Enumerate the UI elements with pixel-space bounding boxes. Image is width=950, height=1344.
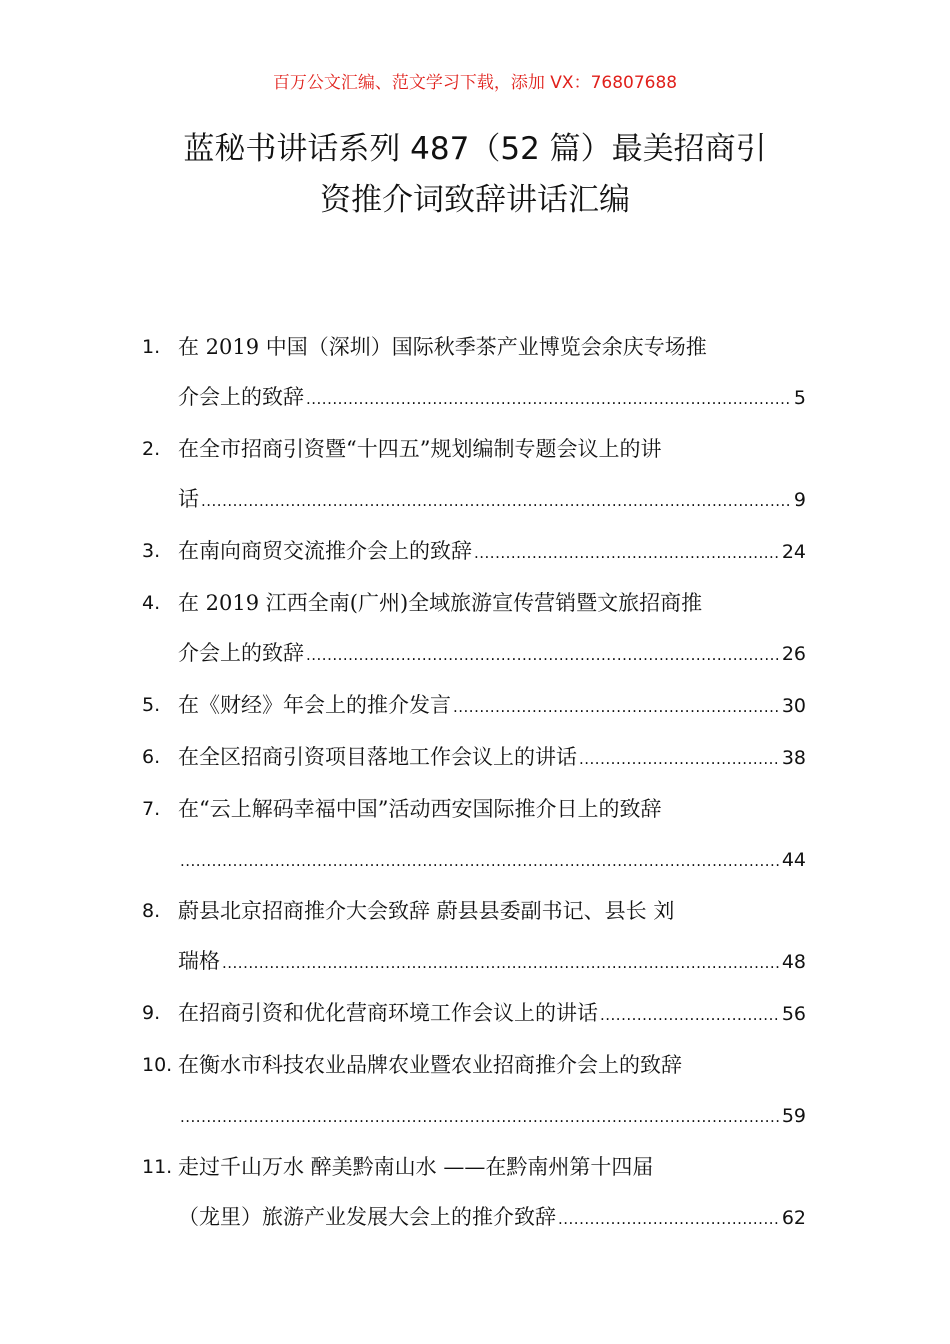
toc-entry-2[interactable] xyxy=(142,424,806,526)
toc-page-number: 62 xyxy=(781,1207,806,1229)
toc-number: 10. xyxy=(142,1054,173,1076)
document-title xyxy=(120,124,830,226)
toc-number: 6. xyxy=(142,746,161,768)
toc-entry-5[interactable] xyxy=(142,680,806,732)
toc-number: 9. xyxy=(142,1002,161,1024)
toc-number: 1. xyxy=(142,336,161,358)
toc-page-number: 9 xyxy=(793,489,806,511)
toc-text: 在 2019 中国（深圳）国际秋季茶产业博览会余庆专场推 xyxy=(178,335,707,359)
toc-page-number: 26 xyxy=(781,643,806,665)
toc-entry-10[interactable] xyxy=(142,1040,806,1142)
toc-page-number: 56 xyxy=(781,1003,806,1025)
toc-text-tail: 瑞格 xyxy=(178,949,220,973)
header-banner: 百万公文汇编、范文学习下载，添加 VX：76807688 xyxy=(272,73,678,93)
dot-leader xyxy=(474,526,780,578)
dot-leader xyxy=(600,988,780,1040)
toc-text-tail: （龙里）旅游产业发展大会上的推介致辞 xyxy=(178,1205,556,1229)
dot-leader xyxy=(222,936,780,988)
toc-entry-6[interactable] xyxy=(142,732,806,784)
toc-number: 2. xyxy=(142,438,161,460)
dot-leader xyxy=(453,680,780,732)
toc-number: 4. xyxy=(142,592,161,614)
toc-page-number: 59 xyxy=(781,1105,806,1127)
dot-leader xyxy=(180,834,780,886)
toc-text: 在全市招商引资暨“十四五”规划编制专题会议上的讲 xyxy=(178,437,662,461)
toc-text-tail: 在全区招商引资项目落地工作会议上的讲话 xyxy=(178,745,577,769)
title-line-1: 蓝秘书讲话系列 487（52 篇）最美招商引 xyxy=(183,131,767,167)
toc-page-number: 38 xyxy=(781,747,806,769)
toc-entry-9[interactable] xyxy=(142,988,806,1040)
toc-page-number: 44 xyxy=(781,849,806,871)
dot-leader xyxy=(180,1090,780,1142)
toc-text-tail: 话 xyxy=(178,487,199,511)
dot-leader xyxy=(306,628,780,680)
title-line-2: 资推介词致辞讲话汇编 xyxy=(320,182,630,218)
toc-entry-1[interactable] xyxy=(142,322,806,424)
toc-entry-11[interactable] xyxy=(142,1142,806,1244)
toc-text: 在衡水市科技农业品牌农业暨农业招商推介会上的致辞 xyxy=(178,1053,682,1077)
toc-page-number: 5 xyxy=(793,387,806,409)
toc-text-tail: 在南向商贸交流推介会上的致辞 xyxy=(178,539,472,563)
toc-entry-3[interactable] xyxy=(142,526,806,578)
toc-entry-7[interactable] xyxy=(142,784,806,886)
toc-text: 蔚县北京招商推介大会致辞 蔚县县委副书记、县长 刘 xyxy=(178,899,675,923)
toc-entry-4[interactable] xyxy=(142,578,806,680)
toc-text: 走过千山万水 醉美黔南山水 ——在黔南州第十四届 xyxy=(178,1155,654,1179)
dot-leader xyxy=(201,474,792,526)
toc-number: 7. xyxy=(142,798,161,820)
toc-number: 5. xyxy=(142,694,161,716)
toc-page-number: 48 xyxy=(781,951,806,973)
toc-page-number: 24 xyxy=(781,541,806,563)
toc-text-tail: 介会上的致辞 xyxy=(178,641,304,665)
dot-leader xyxy=(579,732,780,784)
toc-text-tail: 介会上的致辞 xyxy=(178,385,304,409)
toc-page-number: 30 xyxy=(781,695,806,717)
toc-text: 在“云上解码幸福中国”活动西安国际推介日上的致辞 xyxy=(178,797,662,821)
dot-leader xyxy=(306,372,792,424)
toc-number: 11. xyxy=(142,1156,173,1178)
dot-leader xyxy=(558,1192,780,1244)
toc-entry-8[interactable] xyxy=(142,886,806,988)
table-of-contents xyxy=(142,322,806,1244)
toc-text-tail: 在招商引资和优化营商环境工作会议上的讲话 xyxy=(178,1001,598,1025)
toc-text: 在 2019 江西全南(广州)全域旅游宣传营销暨文旅招商推 xyxy=(178,591,703,615)
toc-number: 3. xyxy=(142,540,161,562)
toc-number: 8. xyxy=(142,900,161,922)
toc-text-tail: 在《财经》年会上的推介发言 xyxy=(178,693,451,717)
